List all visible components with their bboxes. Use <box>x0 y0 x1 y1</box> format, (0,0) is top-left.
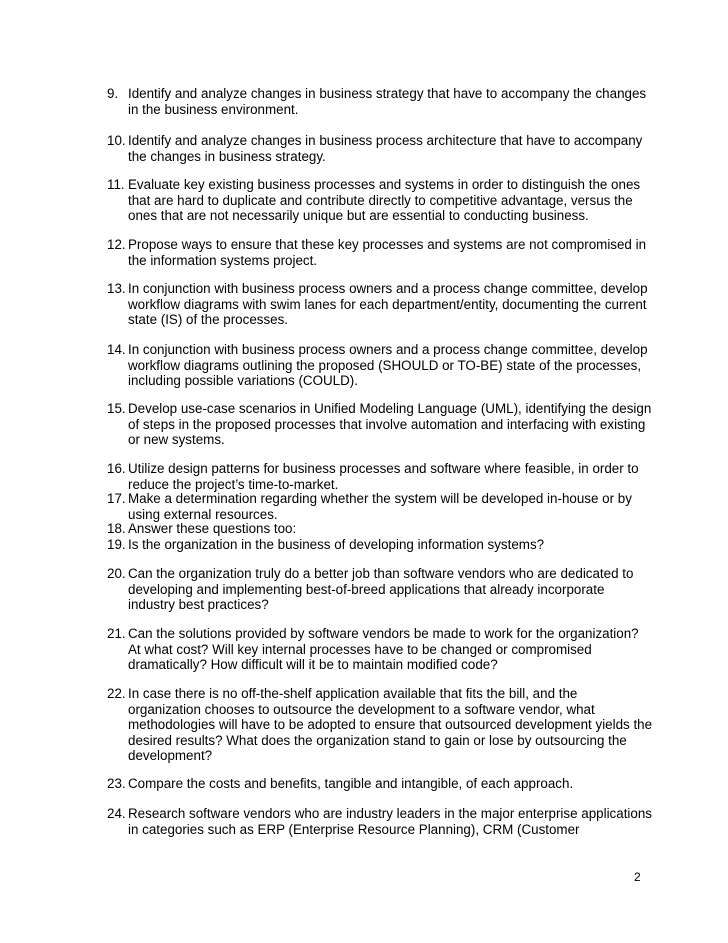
item-line: In conjunction with business process owners and a process change committee, develop <box>128 281 648 296</box>
item-line: Identify and analyze changes in business process architecture that have to accompany <box>128 133 643 148</box>
list-item <box>107 237 647 268</box>
item-text <box>128 521 647 537</box>
item-line: the information systems project. <box>128 252 318 268</box>
item-text <box>128 806 652 837</box>
list-item <box>107 521 647 537</box>
item-line: In case there is no off-the-shelf application available that fits the bill, and the <box>128 686 578 701</box>
list-item <box>107 537 647 553</box>
item-text <box>128 566 647 613</box>
item-line: Develop use-case scenarios in Unified Modeling Language (UML), identifying the design <box>128 401 652 416</box>
item-line: Can the solutions provided by software vendors be made to work for the organization? <box>128 626 639 641</box>
item-line: reduce the project’s time-to-market. <box>128 476 339 492</box>
item-text <box>128 237 647 268</box>
item-line: workflow diagrams outlining the proposed (SHOULD or TO-BE) state of the processes, <box>128 357 642 373</box>
item-number: 19. <box>107 537 126 552</box>
item-line: workflow diagrams with swim lanes for each department/entity, documenting the current <box>128 296 647 312</box>
item-line: dramatically? How difficult will it be to maintain modified code? <box>128 657 498 673</box>
list-item <box>107 776 647 792</box>
item-line: developing and implementing best-of-breed applications that already incorporate <box>128 581 605 597</box>
item-line: Evaluate key existing business processes and systems in order to distinguish the ones <box>128 177 641 192</box>
item-line: Propose ways to ensure that these key processes and systems are not compromised in <box>128 237 647 252</box>
item-number: 20. <box>107 566 126 581</box>
item-number: 18. <box>107 521 126 536</box>
item-number: 24. <box>107 806 126 821</box>
item-line: using external resources. <box>128 506 278 522</box>
list-item <box>107 461 647 492</box>
list-item <box>107 133 647 164</box>
item-line: development? <box>128 748 213 764</box>
item-text <box>128 86 647 117</box>
item-line: Is the organization in the business of developing information systems? <box>128 537 545 552</box>
item-line: methodologies will have to be adopted to ensure that outsourced development yields the <box>128 717 653 733</box>
list-item <box>107 686 653 764</box>
item-line: or new systems. <box>128 432 225 448</box>
item-text <box>128 133 647 164</box>
item-text <box>128 401 652 448</box>
item-line: At what cost? Will key internal processes have to be changed or compromised <box>128 641 592 657</box>
item-line: Compare the costs and benefits, tangible and intangible, of each approach. <box>128 776 574 791</box>
item-line: Utilize design patterns for business processes and software where feasible, in order to <box>128 461 639 476</box>
item-number: 17. <box>107 491 126 506</box>
item-line: that are hard to duplicate and contribute directly to competitive advantage, versus the <box>128 192 633 208</box>
item-number: 22. <box>107 686 126 701</box>
item-line: Identify and analyze changes in business strategy that have to accompany the changes <box>128 86 647 101</box>
item-line: Can the organization truly do a better job than software vendors who are dedicated to <box>128 566 634 581</box>
item-text <box>128 281 647 328</box>
item-text <box>128 537 647 553</box>
list-item <box>107 281 647 328</box>
item-line: Research software vendors who are industry leaders in the major enterprise applications <box>128 806 652 821</box>
item-number: 13. <box>107 281 126 296</box>
list-item <box>107 806 652 837</box>
item-number: 21. <box>107 626 126 641</box>
item-line: of steps in the proposed processes that involve automation and interfacing with existing <box>128 416 646 432</box>
item-line: Answer these questions too: <box>128 521 297 536</box>
item-number: 11. <box>107 177 125 192</box>
item-line: the changes in business strategy. <box>128 148 326 164</box>
item-line: industry best practices? <box>128 597 269 613</box>
item-number: 14. <box>107 342 126 357</box>
item-line: state (IS) of the processes. <box>128 312 289 328</box>
item-line: ones that are not necessarily unique but are essential to conducting business. <box>128 208 589 224</box>
item-number: 15. <box>107 401 126 416</box>
item-line: desired results? What does the organization stand to gain or lose by outsourcing the <box>128 732 627 748</box>
item-line: in categories such as ERP (Enterprise Resource Planning), CRM (Customer <box>128 821 580 837</box>
list-item <box>107 401 652 448</box>
item-number: 23. <box>107 776 126 791</box>
item-number: 12. <box>107 237 126 252</box>
list-item <box>107 177 647 224</box>
item-number: 16. <box>107 461 126 476</box>
item-text <box>128 342 647 389</box>
page-number: 2 <box>634 870 641 884</box>
item-text <box>128 686 653 764</box>
list-item <box>107 342 647 389</box>
list-item <box>107 86 647 117</box>
item-text <box>128 491 647 522</box>
item-text <box>128 776 647 792</box>
item-number: 10. <box>107 133 126 148</box>
item-line: in the business environment. <box>128 101 299 117</box>
item-line: including possible variations (COULD). <box>128 373 358 389</box>
item-line: organization chooses to outsource the development to a software vendor, what <box>128 701 595 717</box>
list-item <box>107 626 647 673</box>
item-line: Make a determination regarding whether the system will be developed in-house or by <box>128 491 632 506</box>
item-text <box>128 461 647 492</box>
list-item <box>107 566 647 613</box>
item-number: 9. <box>107 86 119 101</box>
item-line: In conjunction with business process owners and a process change committee, develop <box>128 342 648 357</box>
list-item <box>107 491 647 522</box>
item-text <box>128 177 647 224</box>
item-text <box>128 626 647 673</box>
